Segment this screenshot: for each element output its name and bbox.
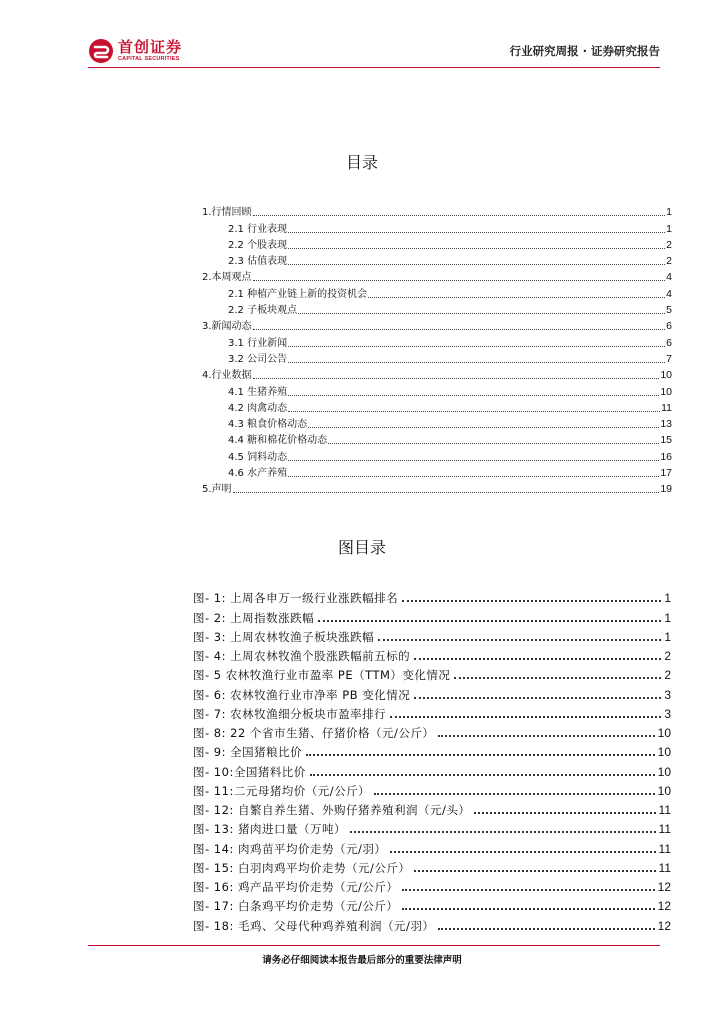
figure-entry-label: 图- 12: 自繁自养生猪、外购仔猪养殖利润（元/头） xyxy=(193,803,471,817)
toc-entry[interactable] xyxy=(202,399,672,415)
figure-entry-page: 10 xyxy=(657,726,671,740)
figure-entry-label: 图- 14: 肉鸡苗平均价走势（元/羽） xyxy=(193,841,387,856)
toc-entry[interactable] xyxy=(202,366,672,382)
figure-entry[interactable] xyxy=(193,664,671,683)
figure-entry-page: 1 xyxy=(664,629,671,644)
figure-entry-label: 图- 6: 农林牧渔行业市净率 PB 变化情况 xyxy=(193,687,411,702)
toc-entry-label: 2.本周观点 xyxy=(202,272,252,284)
toc-entry-page: 10 xyxy=(660,385,672,398)
figure-entry[interactable] xyxy=(193,895,671,914)
dot-leader xyxy=(378,638,661,641)
figure-entry-page: 11 xyxy=(658,841,671,856)
dot-leader xyxy=(402,907,654,910)
toc-entry-page: 4 xyxy=(666,287,672,300)
toc-entry[interactable] xyxy=(202,252,672,268)
figure-entry-page: 2 xyxy=(664,649,671,663)
toc-entry-page: 17 xyxy=(660,467,672,480)
toc-entry-label: 3.1 行业新闻 xyxy=(228,337,288,349)
figure-entry-page: 3 xyxy=(664,687,671,702)
legal-disclaimer: 请务必仔细阅读本报告最后部分的重要法律声明 xyxy=(262,955,462,966)
figure-entry-label: 图- 8: 22 个省市生猪、仔猪价格（元/公斤） xyxy=(193,726,435,740)
figure-list xyxy=(193,587,671,934)
figures-title: 图目录 xyxy=(337,538,386,557)
figure-entry[interactable] xyxy=(193,683,671,702)
dot-leader xyxy=(306,753,654,756)
dot-leader xyxy=(414,869,655,872)
figure-entry[interactable] xyxy=(193,722,671,741)
toc-entry-label: 2.1 行业表现 xyxy=(228,223,288,235)
page-header xyxy=(88,36,660,68)
dot-leader xyxy=(454,676,661,679)
figure-entry-label: 图- 15: 白羽肉鸡平均价走势（元/公斤） xyxy=(193,860,411,875)
figure-entry-page: 11 xyxy=(658,822,671,837)
figure-entry-page: 3 xyxy=(664,706,671,721)
dot-leader xyxy=(350,830,656,833)
toc-entry[interactable] xyxy=(202,333,672,349)
toc-entry[interactable] xyxy=(202,317,672,333)
figure-entry-label: 图- 4: 上周农林牧渔个股涨跌幅前五标的 xyxy=(193,649,411,663)
report-type-title: 行业研究周报 · 证券研究报告 xyxy=(509,44,660,58)
dot-leader xyxy=(438,927,654,930)
toc-entry-label: 5.声明 xyxy=(202,484,232,496)
dot-leader xyxy=(253,214,666,216)
toc-entry-label: 4.6 水产养殖 xyxy=(228,468,288,480)
figure-entry[interactable] xyxy=(193,606,671,625)
header-divider xyxy=(88,67,660,68)
dot-leader xyxy=(390,850,655,853)
toc-entry-page: 13 xyxy=(660,418,672,431)
toc-entry-label: 4.2 肉禽动态 xyxy=(228,402,288,414)
toc-entry-page: 2 xyxy=(666,238,672,251)
figure-entry-page: 1 xyxy=(664,610,671,625)
figure-entry-page: 12 xyxy=(657,880,671,894)
figure-entry-page: 12 xyxy=(657,918,671,933)
figure-entry-label: 图- 16: 鸡产品平均价走势（元/公斤） xyxy=(193,880,399,894)
figure-entry[interactable] xyxy=(193,760,671,779)
dot-leader xyxy=(438,734,654,737)
figure-entry[interactable] xyxy=(193,914,671,933)
toc-entry-label: 4.1 生猪养殖 xyxy=(228,386,288,398)
toc-entry-label: 3.2 公司公告 xyxy=(228,353,288,365)
toc-entry-page: 1 xyxy=(666,222,672,235)
figure-entry[interactable] xyxy=(193,703,671,722)
figure-entry[interactable] xyxy=(193,780,671,799)
toc-entry-page: 2 xyxy=(666,255,672,268)
figure-entry-label: 图- 1: 上周各申万一级行业涨跌幅排名 xyxy=(193,591,399,606)
dot-leader xyxy=(328,442,659,444)
figure-entry-label: 图- 7: 农林牧渔细分板块市盈率排行 xyxy=(193,706,387,721)
toc-entry-page: 6 xyxy=(666,336,672,349)
dot-leader xyxy=(288,361,665,363)
logo-chinese-name: 首创证券 xyxy=(118,37,183,56)
figure-entry-page: 2 xyxy=(664,668,671,683)
toc-entry-page: 6 xyxy=(666,320,672,333)
toc-entry[interactable] xyxy=(202,236,672,252)
dot-leader xyxy=(318,619,661,622)
dot-leader xyxy=(414,696,661,699)
toc-entry[interactable] xyxy=(202,431,672,447)
toc-entry[interactable] xyxy=(202,382,672,398)
figure-entry-page: 11 xyxy=(658,860,671,875)
dot-leader xyxy=(288,247,665,249)
figure-entry[interactable] xyxy=(193,818,671,837)
toc-entry-label: 2.1 种植产业链上新的投资机会 xyxy=(228,288,368,300)
figure-entry[interactable] xyxy=(193,587,671,606)
toc-entry[interactable] xyxy=(202,301,672,317)
dot-leader xyxy=(402,888,654,891)
toc-entry-page: 7 xyxy=(666,352,672,365)
table-of-contents xyxy=(202,203,672,496)
toc-entry-page: 10 xyxy=(660,369,672,382)
dot-leader xyxy=(253,377,660,379)
toc-entry-page: 5 xyxy=(666,304,672,317)
figure-entry-page: 10 xyxy=(657,783,671,798)
figure-entry-page: 1 xyxy=(664,591,671,606)
figure-entry[interactable] xyxy=(193,876,671,895)
toc-entry-label: 2.2 子板块观点 xyxy=(228,305,298,317)
toc-entry-label: 1.行情回顾 xyxy=(202,207,252,219)
dot-leader xyxy=(390,715,661,718)
toc-entry-label: 4.行业数据 xyxy=(202,370,252,382)
toc-entry-page: 19 xyxy=(660,483,672,496)
capital-securities-logo-icon xyxy=(88,38,114,64)
company-logo xyxy=(88,36,182,66)
dot-leader xyxy=(288,459,659,461)
toc-entry-label: 4.3 粮食价格动态 xyxy=(228,419,308,431)
figure-entry-label: 图- 5 农林牧渔行业市盈率 PE（TTM）变化情况 xyxy=(193,668,451,683)
dot-leader xyxy=(414,657,661,660)
dot-leader xyxy=(298,312,665,314)
figure-entry[interactable] xyxy=(193,799,671,818)
toc-entry[interactable] xyxy=(202,415,672,431)
footer-divider xyxy=(88,945,660,946)
toc-entry-label: 2.2 个股表现 xyxy=(228,239,288,251)
toc-entry-page: 11 xyxy=(661,401,672,414)
figure-entry-label: 图- 3: 上周农林牧渔子板块涨跌幅 xyxy=(193,629,375,644)
dot-leader xyxy=(310,773,655,776)
toc-entry-label: 4.4 糖和棉花价格动态 xyxy=(228,435,328,447)
dot-leader xyxy=(308,426,659,428)
logo-english-name: CAPITAL SECURITIES xyxy=(118,55,180,62)
figure-entry-label: 图- 17: 白条鸡平均价走势（元/公斤） xyxy=(193,899,399,914)
toc-entry[interactable] xyxy=(202,480,672,496)
figure-entry[interactable] xyxy=(193,857,671,876)
toc-entry[interactable] xyxy=(202,447,672,463)
dot-leader xyxy=(233,491,660,493)
figure-entry[interactable] xyxy=(193,837,671,856)
dot-leader xyxy=(253,279,666,281)
toc-entry[interactable] xyxy=(202,284,672,300)
figure-entry-page: 11 xyxy=(658,803,671,817)
toc-entry[interactable] xyxy=(202,268,672,284)
toc-entry[interactable] xyxy=(202,203,672,219)
figure-entry[interactable] xyxy=(193,741,671,760)
figure-entry-label: 图- 10:全国猪料比价 xyxy=(193,764,306,779)
dot-leader xyxy=(288,394,659,396)
figure-entry-page: 10 xyxy=(657,764,671,779)
figure-entry-label: 图- 2: 上周指数涨跌幅 xyxy=(193,610,315,625)
dot-leader xyxy=(288,475,659,477)
toc-entry-page: 15 xyxy=(660,434,672,447)
dot-leader xyxy=(288,263,665,265)
dot-leader xyxy=(402,599,661,602)
toc-title: 目录 xyxy=(345,153,378,172)
figure-entry[interactable] xyxy=(193,626,671,645)
figure-entry[interactable] xyxy=(193,645,671,664)
toc-entry[interactable] xyxy=(202,219,672,235)
toc-entry-label: 4.5 饲料动态 xyxy=(228,451,288,463)
toc-entry-label: 2.3 估值表现 xyxy=(228,256,288,268)
dot-leader xyxy=(374,792,654,795)
toc-entry[interactable] xyxy=(202,350,672,366)
toc-entry-page: 16 xyxy=(660,450,672,463)
dot-leader xyxy=(368,296,665,298)
toc-entry-page: 1 xyxy=(666,206,672,219)
dot-leader xyxy=(288,345,665,347)
figure-entry-label: 图- 13: 猪肉进口量（万吨） xyxy=(193,822,346,837)
toc-entry[interactable] xyxy=(202,464,672,480)
dot-leader xyxy=(288,231,665,233)
dot-leader xyxy=(288,410,660,412)
toc-entry-label: 3.新闻动态 xyxy=(202,321,252,333)
toc-entry-page: 4 xyxy=(666,271,672,284)
dot-leader xyxy=(253,328,666,330)
figure-entry-page: 12 xyxy=(657,899,671,914)
dot-leader xyxy=(474,811,655,814)
figure-entry-label: 图- 9: 全国猪粮比价 xyxy=(193,745,303,760)
figure-entry-page: 10 xyxy=(657,745,671,760)
figure-entry-label: 图- 11:二元母猪均价（元/公斤） xyxy=(193,783,371,798)
figure-entry-label: 图- 18: 毛鸡、父母代种鸡养殖利润（元/羽） xyxy=(193,918,435,933)
